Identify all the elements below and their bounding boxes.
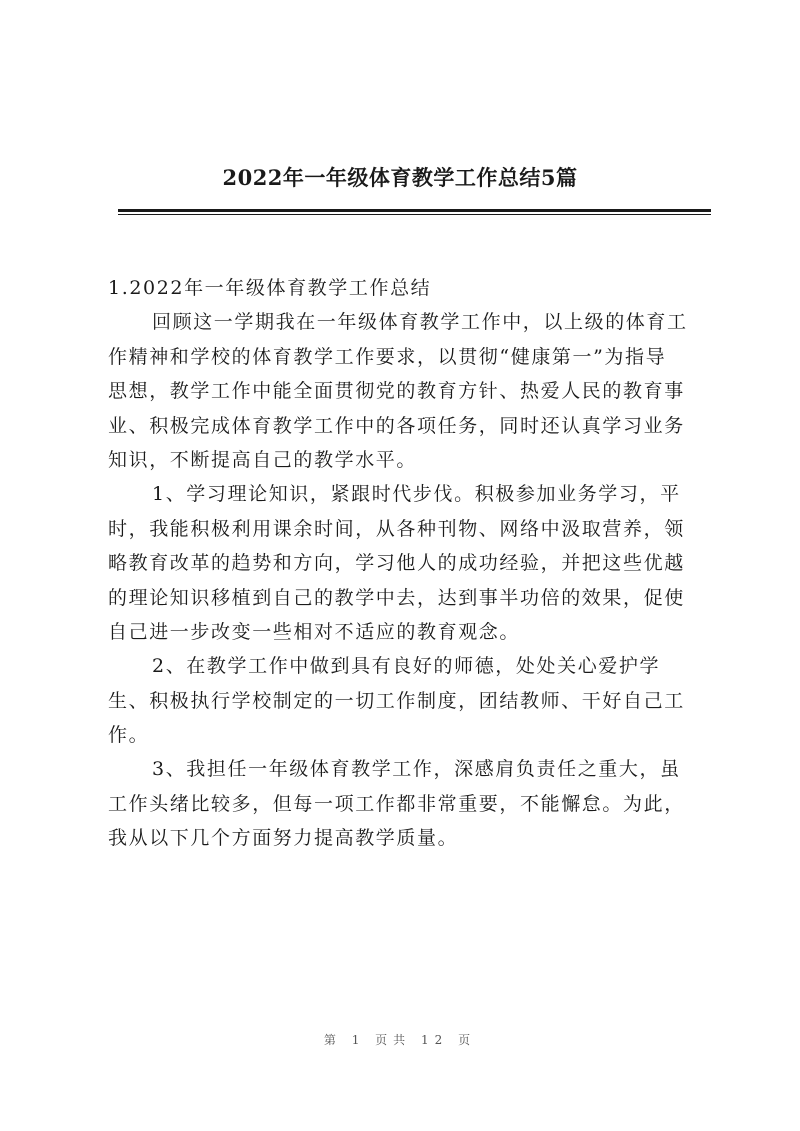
paragraph-line: 回顾这一学期我在一年级体育教学工作中，以上级的体育工 — [152, 311, 688, 334]
paragraph-line: 的理论知识移植到自己的教学中去，达到事半功倍的效果，促使 — [108, 586, 685, 609]
title-underline-thick — [118, 209, 711, 212]
paragraph-line: 略教育改革的趋势和方向，学习他人的成功经验，并把这些优越 — [108, 552, 685, 575]
paragraph-line: 思想，教学工作中能全面贯彻党的教育方针、热爱人民的教育事 — [108, 380, 685, 403]
paragraph-line: 业、积极完成体育教学工作中的各项任务，同时还认真学习业务 — [108, 414, 685, 437]
paragraph-line: 生、积极执行学校制定的一切工作制度，团结教师、干好自己工 — [108, 689, 685, 712]
paragraph-line: 1、学习理论知识，紧跟时代步伐。积极参加业务学习，平 — [152, 483, 681, 506]
paragraph-line: 作。 — [108, 724, 150, 747]
paragraph-line: 知识，不断提高自己的教学水平。 — [108, 448, 418, 471]
paragraph-line: 3、我担任一年级体育教学工作，深感肩负责任之重大，虽 — [152, 758, 681, 781]
paragraph-4 — [108, 752, 703, 855]
document-title: 2022年一年级体育教学工作总结5篇 — [222, 165, 578, 190]
page-number-footer: 第 1 页共 12 页 — [323, 1033, 477, 1047]
paragraph-line: 自己进一步改变一些相对不适应的教育观念。 — [108, 620, 521, 643]
paragraph-line: 我从以下几个方面努力提高教学质量。 — [108, 827, 459, 850]
paragraph-1 — [108, 305, 703, 477]
paragraph-line: 工作头绪比较多，但每一项工作都非常重要，不能懈怠。为此， — [108, 792, 685, 815]
document-body — [108, 271, 703, 856]
paragraph-line: 作精神和学校的体育教学工作要求，以贯彻“健康第一”为指导 — [108, 345, 667, 368]
section-heading: 1.2022年一年级体育教学工作总结 — [108, 277, 432, 299]
paragraph-line: 2、在教学工作中做到具有良好的师德，处处关心爱护学 — [152, 655, 661, 678]
title-underline-thin — [118, 214, 711, 215]
paragraph-3 — [108, 649, 703, 752]
paragraph-line: 时，我能积极利用课余时间，从各种刊物、网络中汲取营养，领 — [108, 517, 685, 540]
paragraph-2 — [108, 477, 703, 649]
